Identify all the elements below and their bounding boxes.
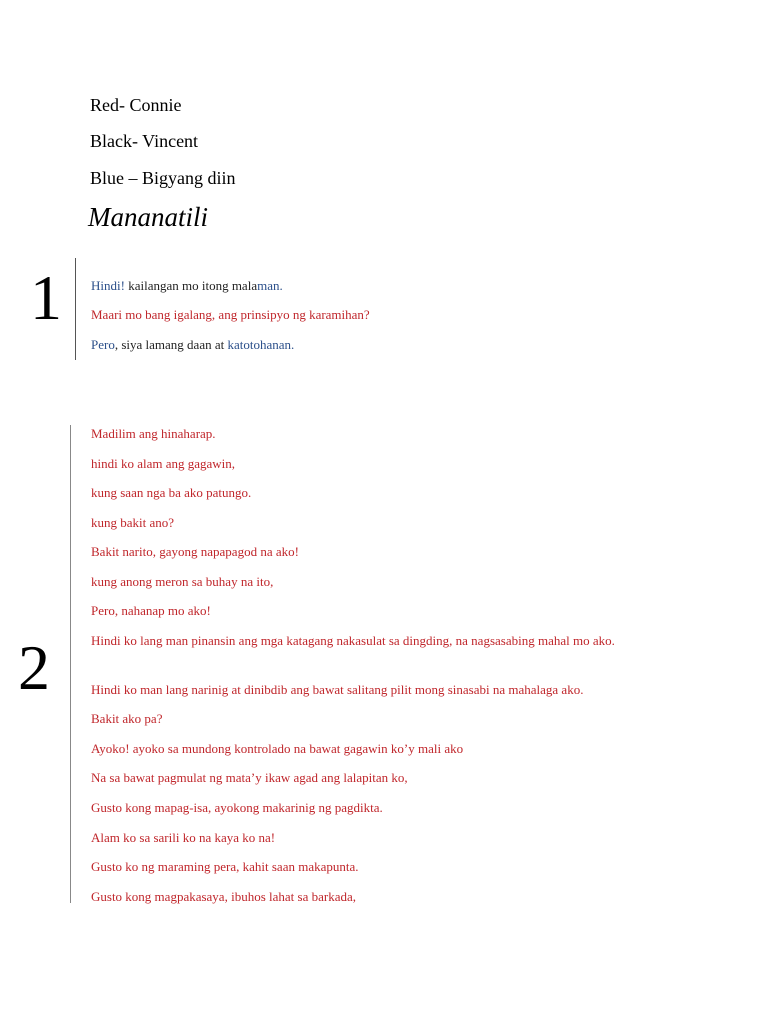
section-2-line: Ayoko! ayoko sa mundong kontrolado na bawat gagawin ko’y mali ako bbox=[91, 741, 464, 756]
section-2-line: Madilim ang hinaharap. bbox=[91, 426, 216, 441]
section-2-number: 2 bbox=[18, 632, 50, 703]
legend-red: Red- Connie bbox=[90, 95, 182, 115]
section-2-line: Hindi ko man lang narinig at dinibdib ang bawat salitang pilit mong sinasabi na mahalaga ako. bbox=[91, 682, 584, 697]
section-2-line: Bakit ako pa? bbox=[91, 711, 163, 726]
emphasis-text: Pero bbox=[91, 337, 115, 352]
section-1-number: 1 bbox=[30, 262, 62, 333]
emphasis-text: katotohanan. bbox=[227, 337, 295, 352]
emphasis-text: Hindi! bbox=[91, 278, 125, 293]
section-2-line: kung bakit ano? bbox=[91, 515, 175, 530]
section-2-line: Gusto ko ng maraming pera, kahit saan makapunta. bbox=[91, 859, 359, 874]
section-2-line: Alam ko sa sarili ko na kaya ko na! bbox=[91, 830, 276, 845]
section-1-divider bbox=[75, 258, 76, 360]
section-2-line: kung saan nga ba ako patungo. bbox=[91, 485, 252, 500]
section-1-line-1 bbox=[91, 276, 681, 295]
section-2-line: Gusto kong mapag-isa, ayokong makarinig ng pagdikta. bbox=[91, 800, 383, 815]
section-2-line: kung anong meron sa buhay na ito, bbox=[91, 574, 274, 589]
section-1-line-2: Maari mo bang igalang, ang prinsipyo ng karamihan? bbox=[91, 307, 370, 322]
section-1-line-3 bbox=[91, 335, 681, 354]
section-2-line: Na sa bawat pagmulat ng mata’y ikaw agad ang lalapitan ko, bbox=[91, 770, 408, 785]
section-2-line: hindi ko alam ang gagawin, bbox=[91, 456, 236, 471]
section-2-line: Pero, nahanap mo ako! bbox=[91, 603, 211, 618]
section-2-line: Bakit narito, gayong napapagod na ako! bbox=[91, 544, 299, 559]
body-text: , siya lamang daan at bbox=[114, 337, 228, 352]
legend-blue: Blue – Bigyang diin bbox=[90, 168, 236, 188]
poem-title: Mananatili bbox=[88, 202, 208, 232]
emphasis-text: man. bbox=[257, 278, 283, 293]
section-2-divider bbox=[70, 425, 71, 903]
body-text: kailangan mo itong mala bbox=[124, 278, 258, 293]
section-2-line: Gusto kong magpakasaya, ibuhos lahat sa barkada, bbox=[91, 889, 356, 904]
legend-black: Black- Vincent bbox=[90, 131, 199, 151]
section-2-line: Hindi ko lang man pinansin ang mga katagang nakasulat sa dingding, na nagsasabing mahal mo ako. bbox=[91, 633, 615, 648]
